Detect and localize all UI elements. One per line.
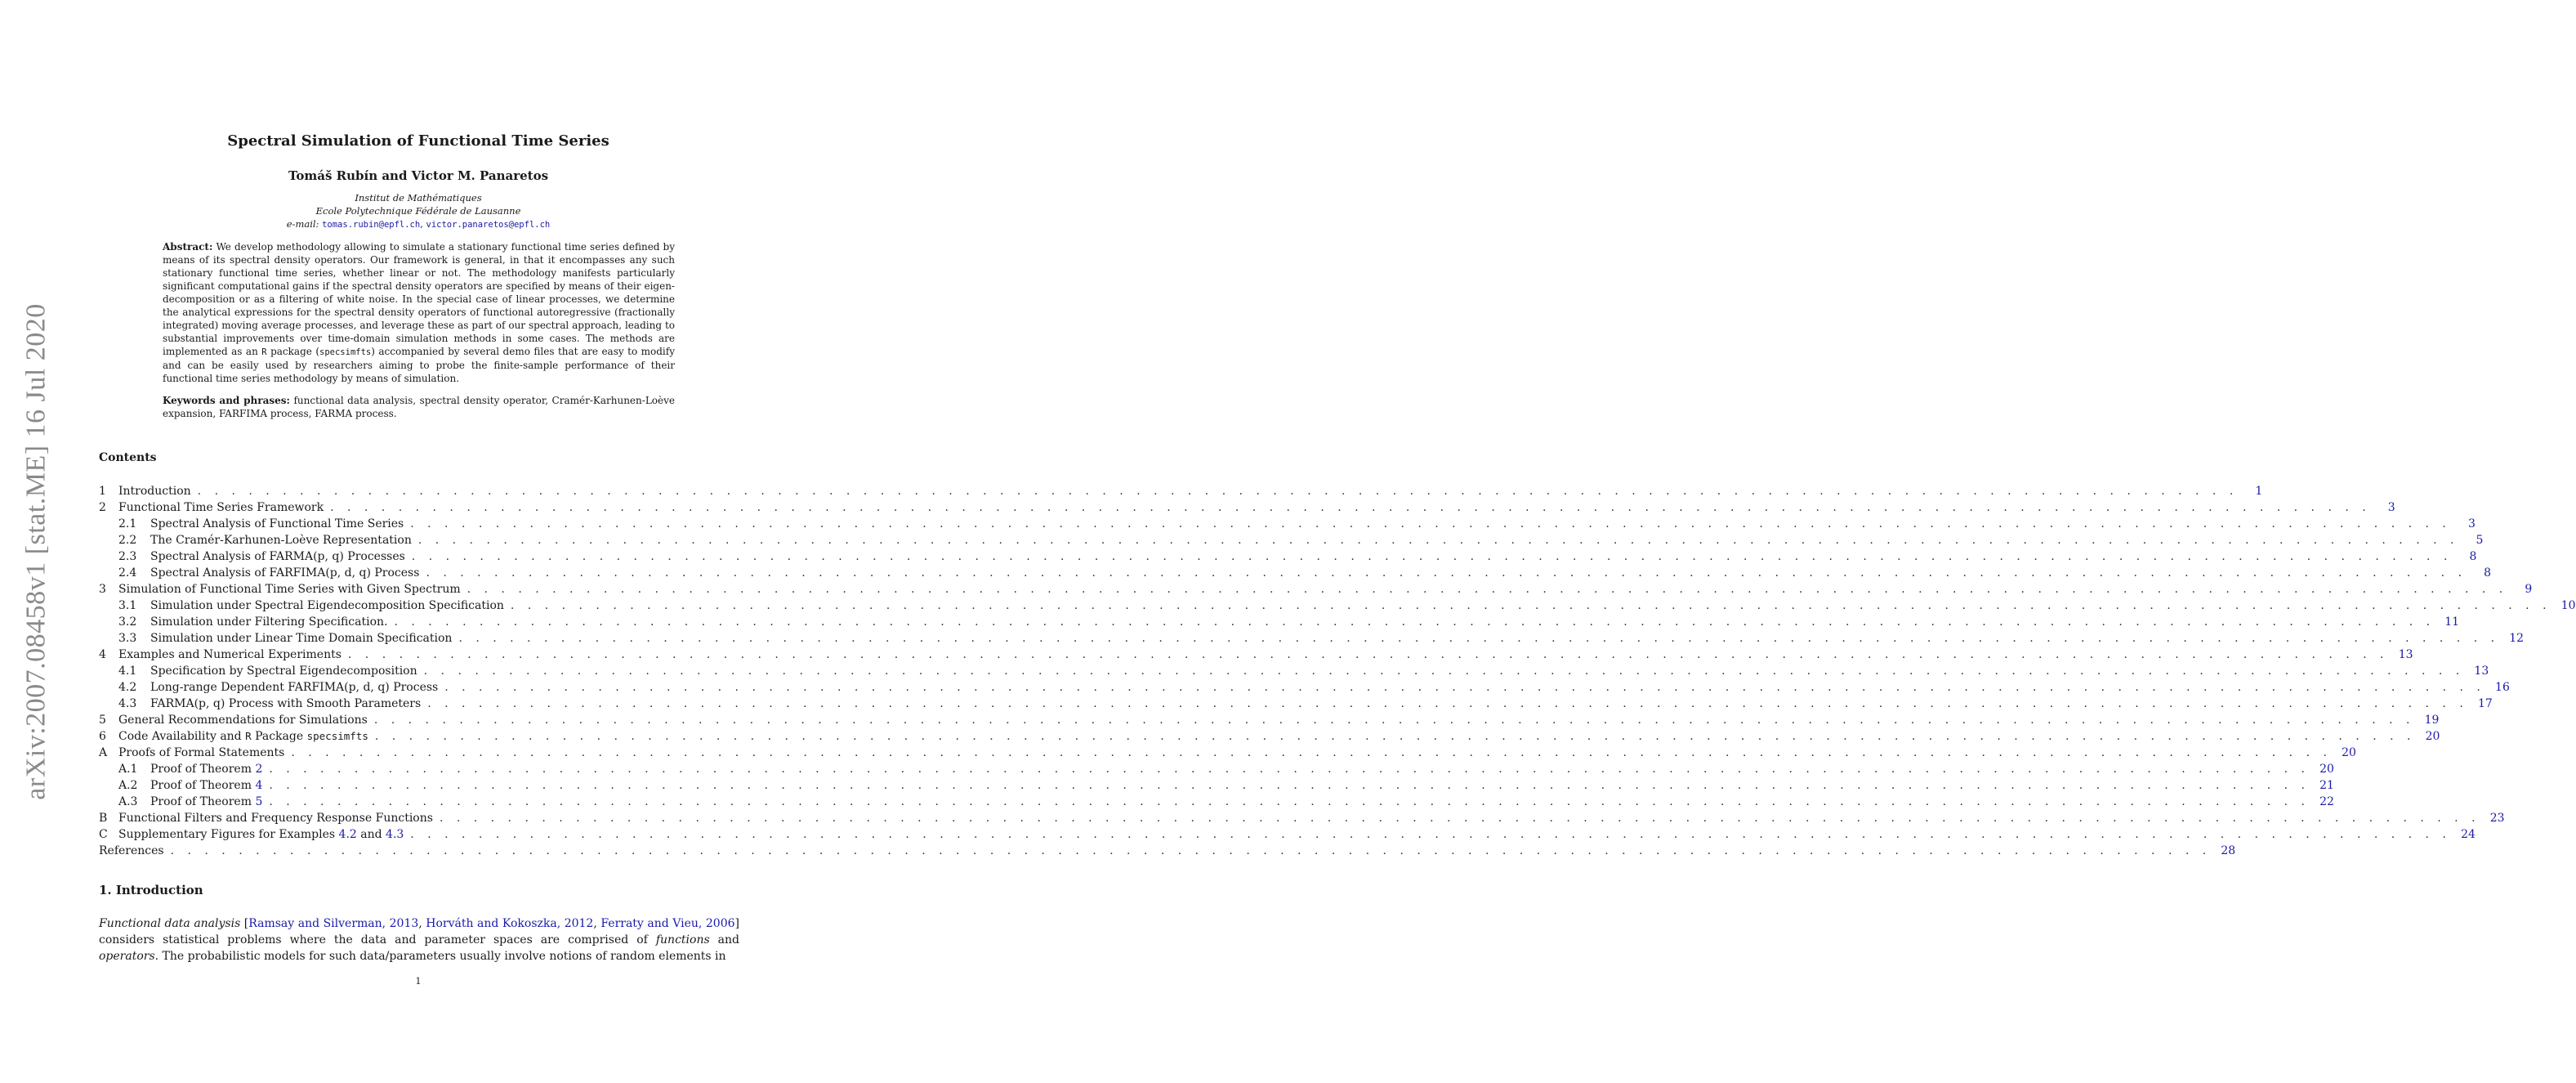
toc-entry[interactable] bbox=[99, 483, 2263, 499]
toc-entry[interactable] bbox=[99, 712, 2440, 728]
toc-entry-number: 4.2 bbox=[118, 681, 137, 694]
toc-page-link[interactable]: 3 bbox=[2387, 501, 2395, 514]
toc-leader-dots: . . . . . . . . . . . . . . . . . . . . . . . . . . . . . . . . . . . . . . . . . . . . . . . . . . . . . . . . . . . . . . . . . . . . . . . . . . . . . . . . . . . . . . . . . . . . . . . . . . . . . . . . . . . . . . . . . . . . . . . . bbox=[394, 615, 2435, 629]
toc-entry-number: A bbox=[99, 746, 108, 759]
toc-entry-number: A.2 bbox=[118, 779, 138, 792]
toc-page-link[interactable]: 23 bbox=[2489, 812, 2505, 825]
email-label: e-mail: bbox=[286, 218, 319, 230]
toc-page-link[interactable]: 20 bbox=[2342, 746, 2356, 759]
abstract-text-3: ) accompanied by several demo files that are easy to modify and can be easily used by researchers aiming to probe the finite-sample performance of their functional time series methodology by means of simulation. bbox=[163, 346, 675, 384]
toc-leader-dots: . . . . . . . . . . . . . . . . . . . . . . . . . . . . . . . . . . . . . . . . . . . . . . . . . . . . . . . . . . . . . . . . . . . . . . . . . . . . . . . . . . . . . . . . . . . . . . . . . . . . . . . . . . . . . . . . . . . . . . . . bbox=[458, 632, 2500, 645]
toc-entry-number: 5 bbox=[99, 714, 106, 727]
toc-title-text: Simulation of Functional Time Series with Given Spectrum bbox=[118, 583, 461, 596]
toc-leader-dots: . . . . . . . . . . . . . . . . . . . . . . . . . . . . . . . . . . . . . . . . . . . . . . . . . . . . . . . . . . . . . . . . . . . . . . . . . . . . . . . . . . . . . . . . . . . . . . . . . . . . . . . . . . . . . . . . . . . . . . . . bbox=[170, 844, 2212, 857]
keywords bbox=[163, 394, 675, 420]
toc-entry[interactable] bbox=[99, 761, 2334, 777]
toc-entry-title bbox=[118, 583, 461, 596]
toc-page-link[interactable]: 13 bbox=[2474, 665, 2489, 678]
toc-entry-number: 4 bbox=[99, 648, 106, 661]
intro-text: ] considers statistical problems where the data and parameter spaces are comprised of bbox=[99, 917, 739, 947]
toc-title-text: Functional Time Series Framework bbox=[118, 501, 324, 514]
toc-entry-number: 2 bbox=[99, 501, 106, 514]
toc-leader-dots: . . . . . . . . . . . . . . . . . . . . . . . . . . . . . . . . . . . . . . . . . . . . . . . . . . . . . . . . . . . . . . . . . . . . . . . . . . . . . . . . . . . . . . . . . . . . . . . . . . . . . . . . . . . . . . . . . . . . . . . . bbox=[269, 795, 2310, 808]
toc-entry-number: 2.4 bbox=[118, 566, 137, 580]
toc-leader-dots: . . . . . . . . . . . . . . . . . . . . . . . . . . . . . . . . . . . . . . . . . . . . . . . . . . . . . . . . . . . . . . . . . . . . . . . . . . . . . . . . . . . . . . . . . . . . . . . . . . . . . . . . . . . . . . . . . . . . . . . . bbox=[330, 501, 2371, 514]
toc-leader-dots: . . . . . . . . . . . . . . . . . . . . . . . . . . . . . . . . . . . . . . . . . . . . . . . . . . . . . . . . . . . . . . . . . . . . . . . . . . . . . . . . . . . . . . . . . . . . . . . . . . . . . . . . . . . . . . . . . . . . . . . . bbox=[423, 665, 2465, 678]
toc-title-text: Simulation under Linear Time Domain Specification bbox=[150, 632, 453, 645]
toc-entry-title bbox=[150, 599, 504, 612]
toc-entry-title bbox=[150, 566, 419, 580]
toc-leader-dots: . . . . . . . . . . . . . . . . . . . . . . . . . . . . . . . . . . . . . . . . . . . . . . . . . . . . . . . . . . . . . . . . . . . . . . . . . . . . . . . . . . . . . . . . . . . . . . . . . . . . . . . . . . . . . . . . . . . . . . . . bbox=[291, 746, 2332, 759]
toc-entry[interactable] bbox=[99, 777, 2334, 794]
toc-entry-number: 3.3 bbox=[118, 632, 137, 645]
abstract-label: Abstract: bbox=[163, 241, 213, 253]
abstract-text-1: We develop methodology allowing to simulate a stationary functional time series defined by means of its spectral density operators. Our framework is general, in that it encompasses any such stationary functional time series, whether linear or not. The methodology manifests particularly significant computational gains if the spectral density operators are specified by means of their eigen-decomposition or as a filtering of white noise. In the special case of linear processes, we determine the analytical expressions for the spectral density operators of functional autoregressive (fractionally integrated) moving average processes, and leverage these as part of our spectral approach, leading to substantial improvements over time-domain simulation methods in some cases. The methods are implemented as an bbox=[163, 241, 675, 357]
toc-title-text: Introduction bbox=[118, 485, 191, 498]
toc-title-text: Specification by Spectral Eigendecomposition bbox=[150, 665, 417, 678]
toc-leader-dots: . . . . . . . . . . . . . . . . . . . . . . . . . . . . . . . . . . . . . . . . . . . . . . . . . . . . . . . . . . . . . . . . . . . . . . . . . . . . . . . . . . . . . . . . . . . . . . . . . . . . . . . . . . . . . . . . . . . . . . . . bbox=[510, 599, 2551, 612]
toc-entry[interactable] bbox=[99, 630, 2525, 647]
toc-title-text: General Recommendations for Simulations bbox=[118, 714, 368, 727]
toc-entry-title bbox=[150, 632, 452, 645]
toc-leader-dots: . . . . . . . . . . . . . . . . . . . . . . . . . . . . . . . . . . . . . . . . . . . . . . . . . . . . . . . . . . . . . . . . . . . . . . . . . . . . . . . . . . . . . . . . . . . . . . . . . . . . . . . . . . . . . . . . . . . . . . . . bbox=[269, 779, 2310, 792]
toc-entry-title bbox=[150, 681, 438, 694]
abstract-code-package: specsimfts bbox=[319, 347, 372, 357]
toc-title-text: Code Availability and bbox=[118, 730, 246, 743]
toc-page-link[interactable]: 19 bbox=[2424, 714, 2440, 727]
toc-title-text: Spectral Analysis of Functional Time Series bbox=[150, 517, 404, 530]
citation-link[interactable]: Ferraty and Vieu, 2006 bbox=[600, 917, 735, 930]
toc-entry-number: 1 bbox=[99, 485, 106, 498]
toc-title-code: specsimfts bbox=[306, 730, 368, 742]
toc-leader-dots: . . . . . . . . . . . . . . . . . . . . . . . . . . . . . . . . . . . . . . . . . . . . . . . . . . . . . . . . . . . . . . . . . . . . . . . . . . . . . . . . . . . . . . . . . . . . . . . . . . . . . . . . . . . . . . . . . . . . . . . . bbox=[426, 566, 2467, 580]
toc-entry[interactable] bbox=[99, 499, 2395, 516]
email-line bbox=[0, 218, 837, 230]
keywords-label: Keywords and phrases: bbox=[163, 395, 290, 406]
toc-entry-title bbox=[150, 795, 262, 808]
affiliation-school: Ecole Polytechnique Fédérale de Lausanne bbox=[315, 205, 521, 217]
toc-title-text: FARMA(p, q) Process with Smooth Parameters bbox=[150, 697, 422, 710]
paper-title: Spectral Simulation of Functional Time Series bbox=[227, 132, 609, 150]
keywords-text: functional data analysis, spectral density operator, Cramér-Karhunen-Loève expansion, FARFIMA process, FARMA process. bbox=[163, 395, 675, 419]
email-link-rubin[interactable]: tomas.rubin@epfl.ch bbox=[322, 220, 421, 230]
toc-entry[interactable] bbox=[99, 745, 2356, 761]
toc-entry-number: A.1 bbox=[118, 763, 138, 776]
toc-example-ref-link[interactable]: 4.3 bbox=[386, 828, 404, 841]
intro-emphasis-functions: functions bbox=[655, 933, 710, 947]
toc-page-link[interactable]: 12 bbox=[2509, 632, 2525, 645]
toc-title-text: and bbox=[356, 828, 386, 841]
toc-leader-dots: . . . . . . . . . . . . . . . . . . . . . . . . . . . . . . . . . . . . . . . . . . . . . . . . . . . . . . . . . . . . . . . . . . . . . . . . . . . . . . . . . . . . . . . . . . . . . . . . . . . . . . . . . . . . . . . . . . . . . . . . bbox=[347, 648, 2389, 661]
toc-leader-dots: . . . . . . . . . . . . . . . . . . . . . . . . . . . . . . . . . . . . . . . . . . . . . . . . . . . . . . . . . . . . . . . . . . . . . . . . . . . . . . . . . . . . . . . . . . . . . . . . . . . . . . . . . . . . . . . . . . . . . . . . bbox=[439, 812, 2480, 825]
toc-entry[interactable] bbox=[99, 826, 2476, 843]
toc-leader-dots: . . . . . . . . . . . . . . . . . . . . . . . . . . . . . . . . . . . . . . . . . . . . . . . . . . . . . . . . . . . . . . . . . . . . . . . . . . . . . . . . . . . . . . . . . . . . . . . . . . . . . . . . . . . . . . . . . . . . . . . . bbox=[410, 828, 2451, 841]
toc-title-text: The Cramér-Karhunen-Loève Representation bbox=[150, 534, 412, 547]
intro-text: . The probabilistic models for such data/parameters usually involve notions of random elements in bbox=[154, 950, 726, 963]
toc-leader-dots: . . . . . . . . . . . . . . . . . . . . . . . . . . . . . . . . . . . . . . . . . . . . . . . . . . . . . . . . . . . . . . . . . . . . . . . . . . . . . . . . . . . . . . . . . . . . . . . . . . . . . . . . . . . . . . . . . . . . . . . . bbox=[467, 583, 2508, 596]
toc-entry-number: 2.3 bbox=[118, 550, 137, 563]
citation-link[interactable]: Ramsay and Silverman, 2013 bbox=[248, 917, 419, 930]
toc-entry-title bbox=[118, 812, 433, 825]
toc-entry-title bbox=[118, 746, 284, 759]
toc-title-text: Long-range Dependent FARFIMA(p, d, q) Process bbox=[150, 681, 439, 694]
toc-entry-title bbox=[99, 844, 164, 857]
toc-leader-dots: . . . . . . . . . . . . . . . . . . . . . . . . . . . . . . . . . . . . . . . . . . . . . . . . . . . . . . . . . . . . . . . . . . . . . . . . . . . . . . . . . . . . . . . . . . . . . . . . . . . . . . . . . . . . . . . . . . . . . . . . bbox=[269, 763, 2310, 776]
toc-title-text: Examples and Numerical Experiments bbox=[118, 648, 342, 661]
toc-entry[interactable] bbox=[99, 843, 2236, 859]
toc-page-link[interactable]: 11 bbox=[2444, 615, 2460, 629]
introduction-paragraph bbox=[99, 915, 739, 964]
toc-entry-title bbox=[118, 501, 324, 514]
toc-page-link[interactable]: 21 bbox=[2319, 779, 2334, 792]
email-link-panaretos[interactable]: victor.panaretos@epfl.ch bbox=[426, 220, 551, 230]
arxiv-side-stamp bbox=[16, 294, 57, 809]
toc-entry-number: 2.1 bbox=[118, 517, 137, 530]
affiliation-institute: Institut de Mathématiques bbox=[355, 192, 482, 204]
toc-title-code: R bbox=[245, 730, 252, 742]
toc-leader-dots: . . . . . . . . . . . . . . . . . . . . . . . . . . . . . . . . . . . . . . . . . . . . . . . . . . . . . . . . . . . . . . . . . . . . . . . . . . . . . . . . . . . . . . . . . . . . . . . . . . . . . . . . . . . . . . . . . . . . . . . . bbox=[427, 697, 2468, 710]
toc-title-text: Proof of Theorem bbox=[150, 795, 256, 808]
toc-title-text: Spectral Analysis of FARMA(p, q) Processes bbox=[150, 550, 405, 563]
abstract-code-r: R bbox=[261, 347, 267, 357]
toc-entry-title bbox=[118, 828, 404, 841]
toc-leader-dots: . . . . . . . . . . . . . . . . . . . . . . . . . . . . . . . . . . . . . . . . . . . . . . . . . . . . . . . . . . . . . . . . . . . . . . . . . . . . . . . . . . . . . . . . . . . . . . . . . . . . . . . . . . . . . . . . . . . . . . . . bbox=[197, 485, 2239, 498]
toc-page-link[interactable]: 20 bbox=[2425, 730, 2440, 743]
abstract bbox=[163, 240, 675, 385]
toc-entry-number: 3.2 bbox=[118, 615, 137, 629]
abstract-text-2: package ( bbox=[266, 346, 320, 357]
intro-emphasis-fda: Functional data analysis bbox=[99, 917, 241, 930]
toc-entry[interactable] bbox=[99, 663, 2489, 679]
toc-entry[interactable] bbox=[99, 516, 2476, 532]
toc-entry-title bbox=[150, 763, 262, 776]
toc-entry[interactable] bbox=[99, 532, 2484, 548]
toc-title-text: Proof of Theorem bbox=[150, 779, 256, 792]
toc-entry-number: 3.1 bbox=[118, 599, 137, 612]
toc-entry[interactable] bbox=[99, 728, 2440, 745]
toc-title-text: Supplementary Figures for Examples bbox=[118, 828, 339, 841]
toc-title-text: Package bbox=[251, 730, 307, 743]
toc-page-link[interactable]: 20 bbox=[2319, 763, 2334, 776]
toc-entry-title bbox=[150, 779, 262, 792]
email-separator: , bbox=[420, 218, 426, 230]
toc-entry[interactable] bbox=[99, 679, 2510, 696]
table-of-contents bbox=[99, 483, 2576, 859]
toc-entry-title bbox=[118, 730, 368, 743]
toc-title-text: Functional Filters and Frequency Response Functions bbox=[118, 812, 433, 825]
toc-entry-number: 4.1 bbox=[118, 665, 137, 678]
toc-title-text: Proofs of Formal Statements bbox=[118, 746, 285, 759]
toc-entry-title bbox=[150, 550, 405, 563]
toc-entry[interactable] bbox=[99, 794, 2334, 810]
toc-page-link[interactable]: 3 bbox=[2467, 517, 2476, 530]
toc-leader-dots: . . . . . . . . . . . . . . . . . . . . . . . . . . . . . . . . . . . . . . . . . . . . . . . . . . . . . . . . . . . . . . . . . . . . . . . . . . . . . . . . . . . . . . . . . . . . . . . . . . . . . . . . . . . . . . . . . . . . . . . . bbox=[374, 730, 2416, 743]
toc-title-text: Simulation under Filtering Specification. bbox=[150, 615, 388, 629]
toc-entry[interactable] bbox=[99, 597, 2576, 614]
toc-theorem-ref-link[interactable]: 4.2 bbox=[338, 828, 357, 841]
toc-theorem-ref-link[interactable]: 2 bbox=[255, 763, 263, 776]
intro-text: , bbox=[418, 917, 426, 930]
intro-text: [ bbox=[240, 917, 249, 930]
toc-theorem-ref-link[interactable]: 5 bbox=[255, 795, 263, 808]
toc-entry-title bbox=[150, 697, 421, 710]
toc-page-link[interactable]: 17 bbox=[2477, 697, 2493, 710]
toc-leader-dots: . . . . . . . . . . . . . . . . . . . . . . . . . . . . . . . . . . . . . . . . . . . . . . . . . . . . . . . . . . . . . . . . . . . . . . . . . . . . . . . . . . . . . . . . . . . . . . . . . . . . . . . . . . . . . . . . . . . . . . . . bbox=[444, 681, 2485, 694]
toc-leader-dots: . . . . . . . . . . . . . . . . . . . . . . . . . . . . . . . . . . . . . . . . . . . . . . . . . . . . . . . . . . . . . . . . . . . . . . . . . . . . . . . . . . . . . . . . . . . . . . . . . . . . . . . . . . . . . . . . . . . . . . . . bbox=[373, 714, 2415, 727]
citation-link[interactable]: Horváth and Kokoszka, 2012 bbox=[426, 917, 594, 930]
toc-entry-title bbox=[150, 615, 387, 629]
arxiv-identifier: arXiv:2007.08458v1 [stat.ME] 16 Jul 2020 bbox=[21, 303, 51, 800]
toc-page-link[interactable]: 5 bbox=[2476, 534, 2484, 547]
toc-entry[interactable] bbox=[99, 647, 2413, 663]
toc-entry[interactable] bbox=[99, 565, 2492, 581]
toc-leader-dots: . . . . . . . . . . . . . . . . . . . . . . . . . . . . . . . . . . . . . . . . . . . . . . . . . . . . . . . . . . . . . . . . . . . . . . . . . . . . . . . . . . . . . . . . . . . . . . . . . . . . . . . . . . . . . . . . . . . . . . . . bbox=[410, 517, 2451, 530]
toc-leader-dots: . . . . . . . . . . . . . . . . . . . . . . . . . . . . . . . . . . . . . . . . . . . . . . . . . . . . . . . . . . . . . . . . . . . . . . . . . . . . . . . . . . . . . . . . . . . . . . . . . . . . . . . . . . . . . . . . . . . . . . . . bbox=[417, 534, 2459, 547]
toc-page-link[interactable]: 9 bbox=[2525, 583, 2533, 596]
toc-entry-number: C bbox=[99, 828, 108, 841]
toc-page-link[interactable]: 8 bbox=[2484, 566, 2492, 580]
toc-entry-number: 2.2 bbox=[118, 534, 137, 547]
toc-page-link[interactable]: 10 bbox=[2560, 599, 2576, 612]
toc-entry-title bbox=[118, 714, 368, 727]
toc-entry[interactable] bbox=[99, 581, 2533, 597]
toc-entry-title bbox=[150, 665, 417, 678]
section-heading-introduction: 1. Introduction bbox=[99, 883, 203, 897]
intro-text: and bbox=[709, 933, 739, 947]
intro-emphasis-operators: operators bbox=[99, 950, 155, 963]
toc-entry-title bbox=[118, 648, 342, 661]
toc-page-link[interactable]: 24 bbox=[2461, 828, 2476, 841]
toc-page-link[interactable]: 13 bbox=[2398, 648, 2413, 661]
toc-entry-title bbox=[150, 517, 404, 530]
toc-page-link[interactable]: 1 bbox=[2255, 485, 2263, 498]
toc-page-link[interactable]: 8 bbox=[2469, 550, 2477, 563]
toc-title-text: References bbox=[99, 844, 164, 857]
toc-page-link[interactable]: 16 bbox=[2495, 681, 2510, 694]
toc-entry-number: A.3 bbox=[118, 795, 138, 808]
toc-entry-number: 4.3 bbox=[118, 697, 137, 710]
toc-title-text: Simulation under Spectral Eigendecomposition Specification bbox=[150, 599, 504, 612]
intro-text: , bbox=[593, 917, 601, 930]
toc-entry-title bbox=[150, 534, 412, 547]
toc-page-link[interactable]: 22 bbox=[2319, 795, 2334, 808]
toc-entry-number: B bbox=[99, 812, 108, 825]
toc-entry-number: 6 bbox=[99, 730, 106, 743]
toc-entry-title bbox=[118, 485, 191, 498]
toc-theorem-ref-link[interactable]: 4 bbox=[255, 779, 263, 792]
toc-entry[interactable] bbox=[99, 614, 2460, 630]
toc-entry[interactable] bbox=[99, 810, 2505, 826]
contents-heading: Contents bbox=[99, 451, 157, 464]
toc-title-text: Proof of Theorem bbox=[150, 763, 256, 776]
toc-entry[interactable] bbox=[99, 696, 2493, 712]
toc-title-text: Spectral Analysis of FARFIMA(p, d, q) Process bbox=[150, 566, 420, 580]
toc-entry[interactable] bbox=[99, 548, 2477, 565]
page-number: 1 bbox=[415, 976, 422, 987]
paper-authors: Tomáš Rubín and Victor M. Panaretos bbox=[288, 168, 549, 183]
toc-leader-dots: . . . . . . . . . . . . . . . . . . . . . . . . . . . . . . . . . . . . . . . . . . . . . . . . . . . . . . . . . . . . . . . . . . . . . . . . . . . . . . . . . . . . . . . . . . . . . . . . . . . . . . . . . . . . . . . . . . . . . . . . bbox=[411, 550, 2453, 563]
toc-entry-number: 3 bbox=[99, 583, 106, 596]
toc-page-link[interactable]: 28 bbox=[2221, 844, 2236, 857]
